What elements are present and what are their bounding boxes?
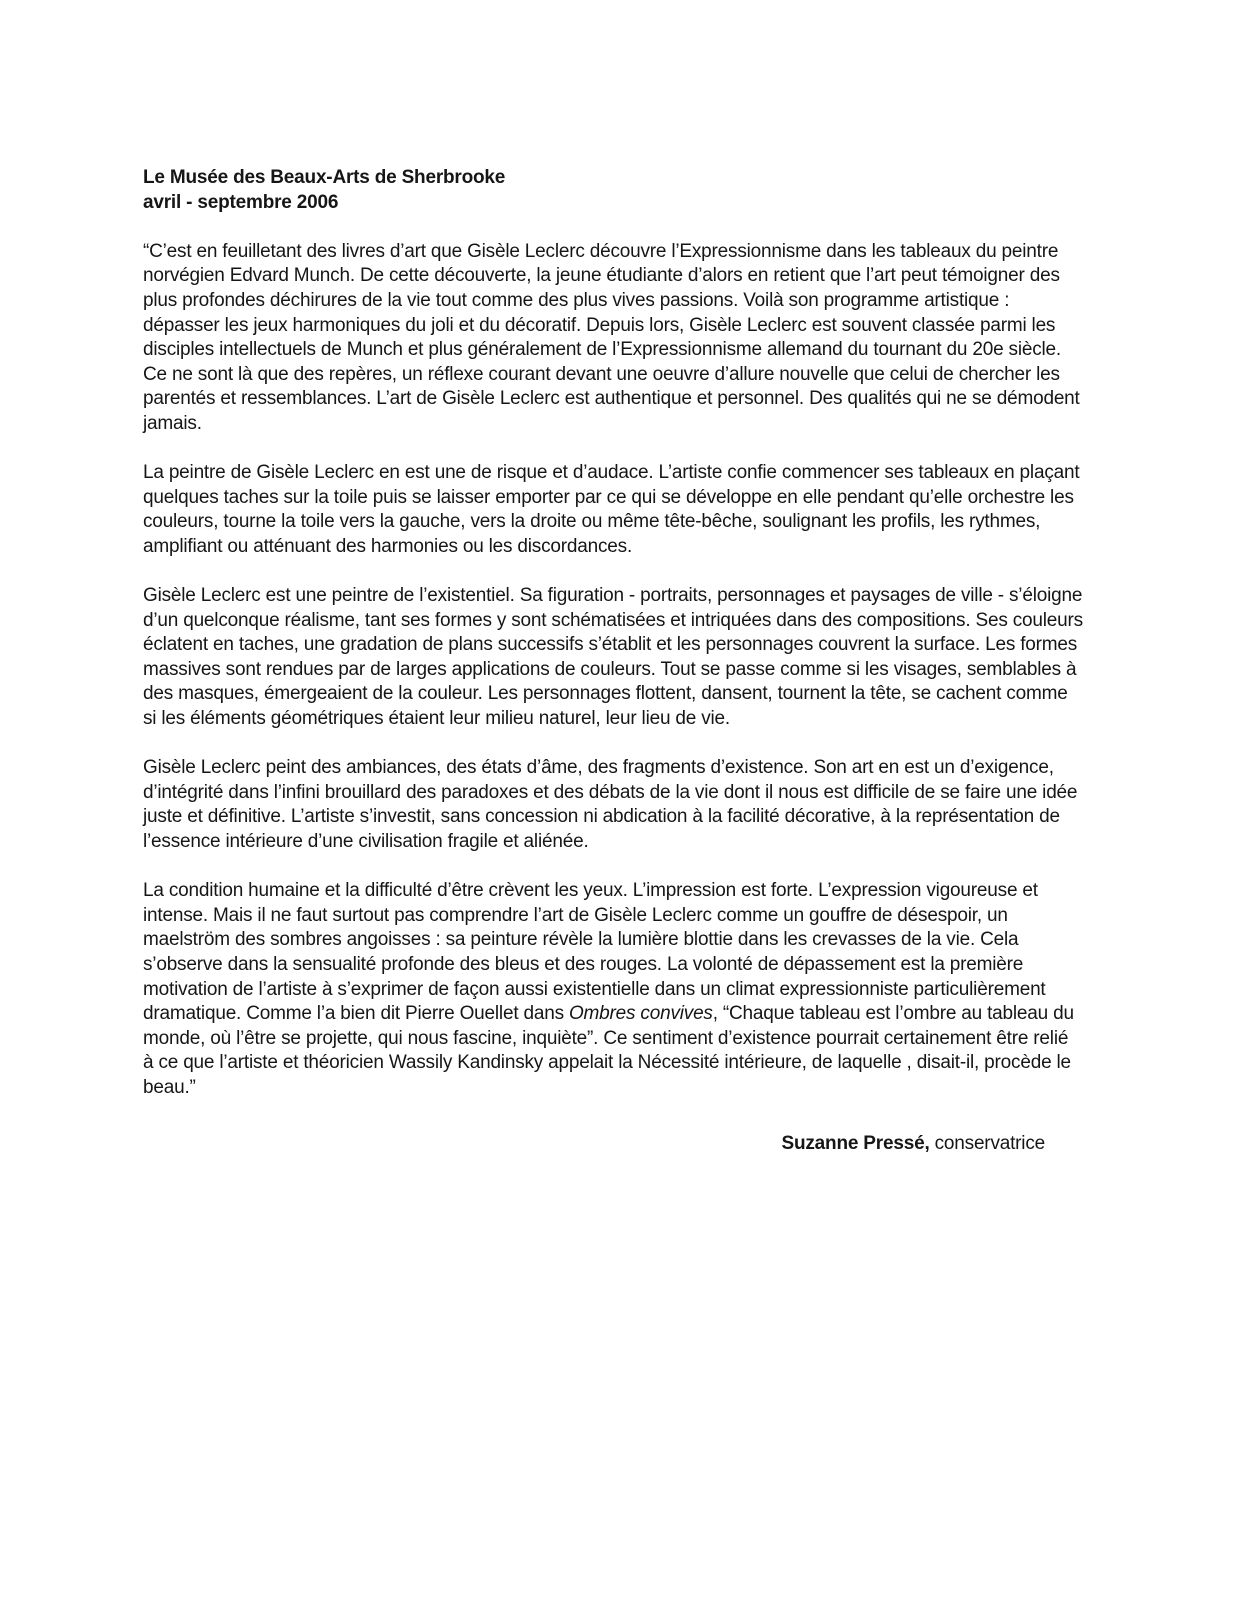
exhibition-dates: avril - septembre 2006 [143,191,339,213]
document-header [143,166,1083,215]
paragraph-2: La peintre de Gisèle Leclerc en est une de risque et d’audace. L’artiste confie commencer ses tableaux en plaçant quelques taches sur la toile puis se laisser emporter par ce qui se développe en elle pendant qu’elle orchestre les couleurs, tourne la toile vers la gauche, vers la droite ou même tête-bêche, soulignant les profils, les rythmes, amplifiant ou atténuant des harmonies ou les discordances. [143,462,1080,557]
curator-role: conservatrice [929,1132,1045,1154]
paragraph-5-text-after-title: , “Chaque tableau est l’ombre au tableau du monde, où l’être se projette, qui nous fascine, inquiète”. Ce sentiment d’existence pourrait certainement être relié à ce que l’artiste et théoricien Wassily Kandinsky appelait la Nécessité intérieure, de laquelle , disait-il, procède le beau.” [143,1003,1074,1098]
signature-line [143,1132,1083,1157]
document-content [143,166,1083,1156]
book-title-ombres-convives: Ombres convives [568,1003,713,1025]
paragraph-5 [143,879,1083,1100]
paragraph-1: “C’est en feuilletant des livres d’art que Gisèle Leclerc découvre l’Expressionnisme dans les tableaux du peintre norvégien Edvard Munch. De cette découverte, la jeune étudiante d’alors en retient que l’art peut témoigner des plus profondes déchirures de la vie tout comme des plus vives passions. Voilà son programme artistique : dépasser les jeux harmoniques du joli et du décoratif. Depuis lors, Gisèle Leclerc est souvent classée parmi les disciples intellectuels de Munch et plus généralement de l’Expressionnisme allemand du tournant du 20e siècle. Ce ne sont là que des repères, un réflexe courant devant une oeuvre d’allure nouvelle que celui de chercher les parentés et ressemblances. L’art de Gisèle Leclerc est authentique et personnel. Des qualités qui ne se démodent jamais. [143,240,1080,434]
paragraph-4: Gisèle Leclerc peint des ambiances, des états d’âme, des fragments d’existence. Son art en est un d’exigence, d’intégrité dans l’infini brouillard des paradoxes et des débats de la vie dont il nous est difficile de se faire une idée juste et définitive. L’artiste s’investit, sans concession ni abdication à la facilité décorative, à la représentation de l’essence intérieure d’une civilisation fragile et aliénée. [143,757,1078,853]
paragraph-3: Gisèle Leclerc est une peintre de l’existentiel. Sa figuration - portraits, personnages et paysages de ville - s’éloigne d’un quelconque réalisme, tant ses formes y sont schématisées et intriquées dans des compositions. Ses couleurs éclatent en taches, une gradation de plans successifs s’établit et les personnages couvrent la surface. Les formes massives sont rendues par de larges applications de couleurs. Tout se passe comme si les visages, semblables à des masques, émergeaient de la couleur. Les personnages flottent, dansent, tournent la tête, se cachent comme si les éléments géométriques étaient leur milieu naturel, leur lieu de vie. [143,585,1083,730]
paragraph-5-text-before-title: La condition humaine et la difficulté d’être crèvent les yeux. L’impression est forte. L’expression vigoureuse et intense. Mais il ne faut surtout pas comprendre l’art de Gisèle Leclerc comme un gouffre de désespoir, un maelström des sombres angoisses : sa peinture révèle la lumière blottie dans les crevasses de la vie. Cela s’observe dans la sensualité profonde des bleus et des rouges. La volonté de dépassement est la première motivation de l’artiste à s’exprimer de façon aussi existentielle dans un climat expressionniste particulièrement dramatique. Comme l’a bien dit Pierre Ouellet dans [143,880,1046,1025]
curator-name: Suzanne Pressé, [781,1132,930,1154]
museum-title: Le Musée des Beaux-Arts de Sherbrooke [143,167,506,188]
